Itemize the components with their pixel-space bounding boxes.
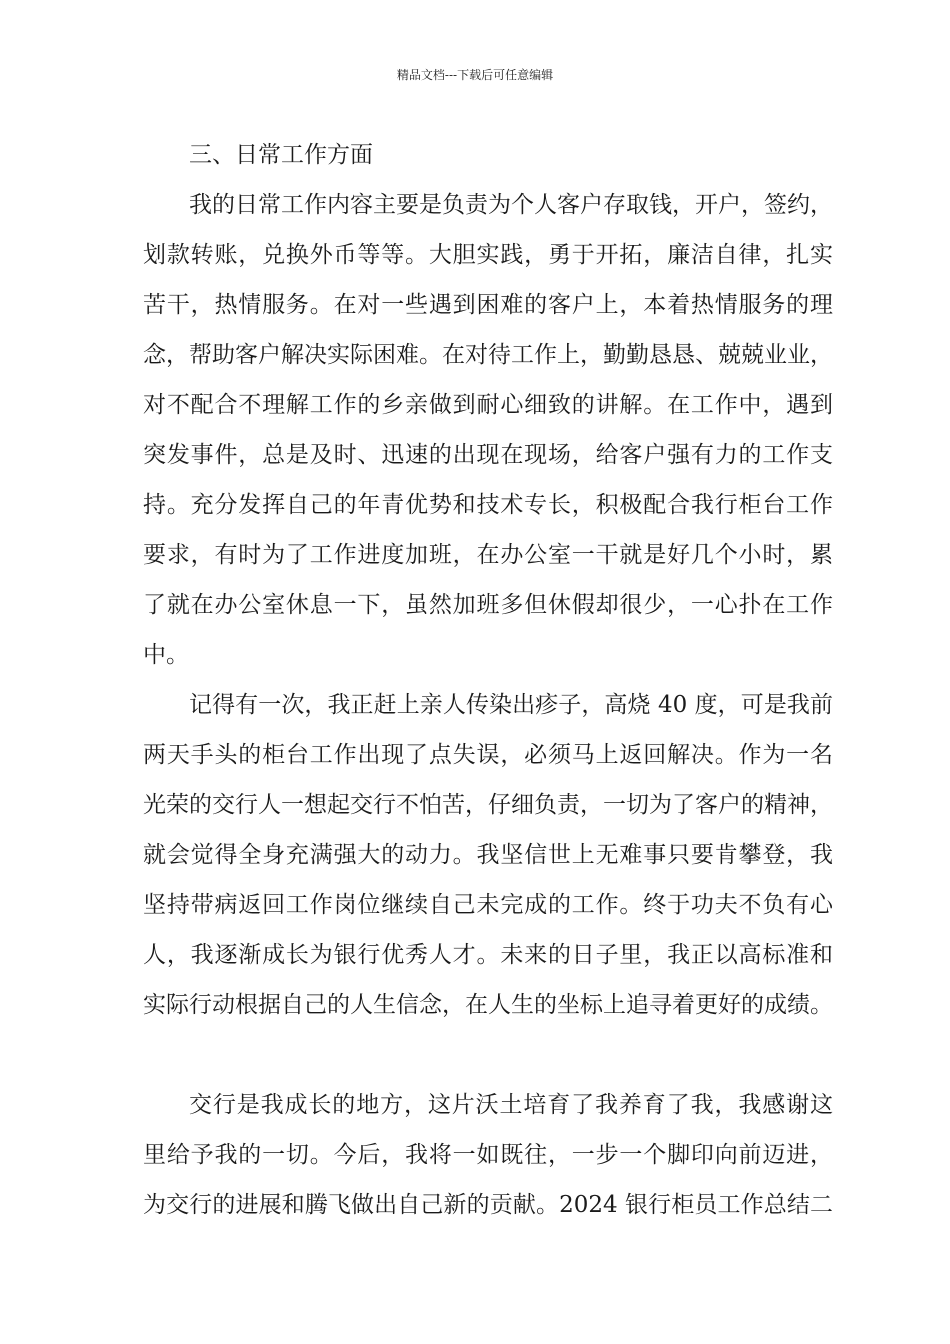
document-body [143,130,833,1230]
paragraph-line: 就会觉得全身充满强大的动力。我坚信世上无难事只要肯攀登，我 [143,842,833,868]
paragraph-line: 坚持带病返回工作岗位继续自己未完成的工作。终于功夫不负有心 [143,892,833,918]
paragraph-line: 划款转账，兑换外币等等。大胆实践，勇于开拓，廉洁自律，扎实 [143,242,833,268]
paragraph-line: 我的日常工作内容主要是负责为个人客户存取钱，开户，签约， [189,192,833,218]
paragraph-line: 中。 [143,642,189,668]
page-header: 精品文档---下载后可任意编辑 [396,68,554,82]
paragraph-3 [143,1080,833,1230]
paragraph-line: 突发事件，总是及时、迅速的出现在现场，给客户强有力的工作支 [143,442,833,468]
section-heading: 三、日常工作方面 [189,142,373,168]
paragraph-1 [143,180,833,680]
paragraph-line: 为交行的进展和腾飞做出自己新的贡献。2024 银行柜员工作总结二 [143,1192,833,1218]
paragraph-gap [143,1030,833,1080]
paragraph-line: 持。充分发挥自己的年青优势和技术专长，积极配合我行柜台工作 [143,492,833,518]
paragraph-line: 了就在办公室休息一下，虽然加班多但休假却很少，一心扑在工作 [143,592,833,618]
paragraph-line: 对不配合不理解工作的乡亲做到耐心细致的讲解。在工作中，遇到 [143,392,833,418]
paragraph-line: 要求，有时为了工作进度加班，在办公室一干就是好几个小时，累 [143,542,833,568]
paragraph-line: 苦干，热情服务。在对一些遇到困难的客户上，本着热情服务的理 [143,292,833,318]
paragraph-line: 里给予我的一切。今后，我将一如既往，一步一个脚印向前迈进， [143,1142,833,1168]
paragraph-line: 记得有一次，我正赶上亲人传染出疹子，高烧 40 度，可是我前 [189,692,833,718]
paragraph-line: 实际行动根据自己的人生信念，在人生的坐标上追寻着更好的成绩。 [143,992,833,1018]
paragraph-line: 念，帮助客户解决实际困难。在对待工作上，勤勤恳恳、兢兢业业， [143,342,833,368]
paragraph-2 [143,680,833,1030]
paragraph-line: 两天手头的柜台工作出现了点失误，必须马上返回解决。作为一名 [143,742,833,768]
paragraph-line: 人，我逐渐成长为银行优秀人才。未来的日子里，我正以高标准和 [143,942,833,968]
paragraph-line: 光荣的交行人一想起交行不怕苦，仔细负责，一切为了客户的精神， [143,792,833,818]
paragraph-line: 交行是我成长的地方，这片沃土培育了我养育了我，我感谢这 [189,1092,833,1118]
